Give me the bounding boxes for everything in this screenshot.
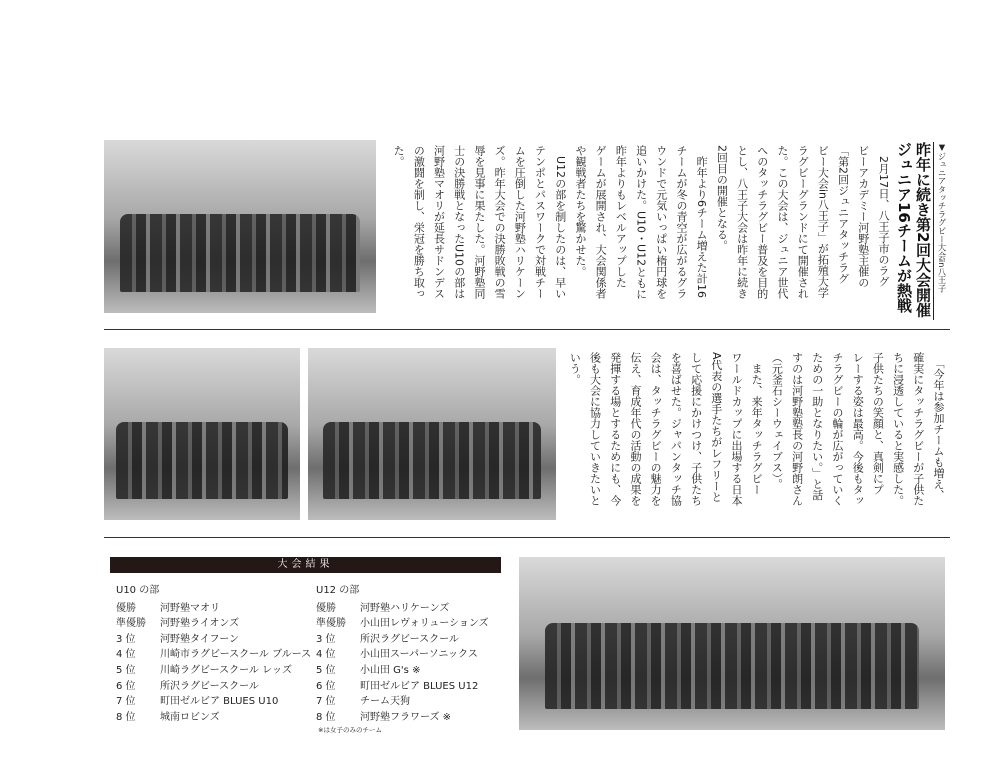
text-column: 昨年よりもレベルアップした xyxy=(614,145,628,288)
text-column: ゲームが展開され、大会関係者 xyxy=(594,145,608,299)
photo-u10-team xyxy=(104,348,300,520)
result-row xyxy=(316,616,489,632)
team-name: 所沢ラグビースクール xyxy=(160,680,259,692)
text-column: の激闘を制し、栄冠を勝ち取っ xyxy=(412,145,426,299)
text-column: ズ。昨年大会での決勝敗戦の雪 xyxy=(493,145,507,299)
text-column: 追いかけた。U10・U12ともに xyxy=(634,145,648,300)
rank: 3 位 xyxy=(316,633,336,645)
divider-middle xyxy=(104,537,950,538)
article-body-top xyxy=(388,145,893,323)
result-row xyxy=(316,679,489,695)
text-column: チームが冬の青空が広がるグラ xyxy=(674,145,688,299)
headline-line: ジュニア16チームが熱戦 xyxy=(895,142,913,313)
text-column: 発揮する場とするためにも、今 xyxy=(608,352,622,506)
text-column: や観戦者たちを驚かせた。 xyxy=(573,145,587,277)
rank: 8 位 xyxy=(316,711,336,723)
result-row xyxy=(116,616,311,632)
text-column: 「第2回ジュニアタッチラグ xyxy=(836,145,850,284)
rank: 6 位 xyxy=(316,680,336,692)
team-name: 河野塾ハリケーンズ xyxy=(360,602,450,614)
text-column: へのタッチラグビー普及を目的 xyxy=(755,145,769,299)
team-name: 河野塾ライオンズ xyxy=(160,618,240,630)
text-column: ちに浸透していると実感した。 xyxy=(891,352,905,506)
result-row xyxy=(316,663,489,679)
text-column: ビー大会in八王子」が拓殖大学 xyxy=(816,145,830,299)
text-column: レーする姿は最高。今後もタッ xyxy=(851,352,865,506)
rank: 準優勝 xyxy=(316,618,346,630)
result-row xyxy=(116,601,311,617)
text-column: （元釜石シーウェイブス）。 xyxy=(770,352,784,490)
divider-top xyxy=(104,329,950,330)
text-column: A代表の選手たちがレフリーと xyxy=(709,352,723,503)
photo-group xyxy=(519,557,945,730)
team-name: チーム天狗 xyxy=(360,696,410,708)
text-column: U12の部を制したのは、早い xyxy=(553,145,567,300)
results-banner: 大会結果 xyxy=(110,557,501,573)
team-name: 河野塾フラワーズ ※ xyxy=(360,711,452,723)
result-row xyxy=(316,710,489,726)
rank: 5 位 xyxy=(316,664,336,676)
text-column: 2月17日、八王子市のラグ xyxy=(877,145,890,287)
rank: 6 位 xyxy=(116,680,136,692)
team-name: 小山田 G's ※ xyxy=(360,664,421,676)
team-name: 河野塾マオリ xyxy=(160,602,220,614)
text-column: た。この大会は、ジュニア世代 xyxy=(775,145,789,299)
text-column: チラグビーの輪が広がっていく xyxy=(830,352,844,506)
text-column: また、来年タッチラグビー xyxy=(750,352,764,495)
rank: 優勝 xyxy=(116,602,136,614)
team-name: 川崎ラグビースクール レッズ xyxy=(160,664,292,676)
rank: 4 位 xyxy=(116,649,136,661)
text-column: を喜ばせた。ジャパンタッチ協 xyxy=(669,352,683,506)
team-name: 城南ロビンズ xyxy=(160,711,220,723)
article-kicker xyxy=(933,142,948,320)
photo-match-action xyxy=(104,140,376,313)
rank: 4 位 xyxy=(316,649,336,661)
text-column: 会は、タッチラグビーの魅力を xyxy=(649,352,663,506)
text-column: ワールドカップに出場する日本 xyxy=(729,352,743,506)
division-title: U10 の部 xyxy=(116,585,160,596)
results-u12 xyxy=(316,583,489,735)
rank: 8 位 xyxy=(116,711,136,723)
text-column: すのは河野塾塾長の河野朗さん xyxy=(790,352,804,506)
text-column: ラグビーグランドにて開催され xyxy=(796,145,810,299)
result-row xyxy=(116,694,311,710)
text-column: いう。 xyxy=(568,352,582,385)
rank: 7 位 xyxy=(116,696,136,708)
text-column: 士の決勝戦となったU10の部は xyxy=(452,145,466,300)
rank: 準優勝 xyxy=(116,618,146,630)
rank: 5 位 xyxy=(116,664,136,676)
result-row xyxy=(116,663,311,679)
text-column: た。 xyxy=(392,145,406,167)
text-column: 昨年より6チーム増えた計16 xyxy=(695,145,709,298)
rank: 3 位 xyxy=(116,633,136,645)
rank: 優勝 xyxy=(316,602,336,614)
team-name: 町田ゼルビア BLUES U10 xyxy=(160,696,279,708)
text-column: 2回目の開催となる。 xyxy=(715,145,729,251)
text-column: 「今年は参加チームも増え、 xyxy=(932,352,945,501)
result-row xyxy=(116,679,311,695)
team-name: 所沢ラグビースクール xyxy=(360,633,459,645)
article-body-bottom xyxy=(564,352,948,530)
result-row xyxy=(316,632,489,648)
text-column: 河野塾マオリが延長サドンデス xyxy=(432,145,446,299)
result-row xyxy=(116,647,311,663)
team-name: 河野塾タイフーン xyxy=(160,633,239,645)
article-headline xyxy=(894,142,932,320)
results-note: ※は女子のみのチーム xyxy=(318,726,382,735)
text-column: ムを圧倒した河野塾ハリケーン xyxy=(513,145,527,299)
text-column: テンポとパスワークで対戦チー xyxy=(533,145,547,299)
text-column: して応援にかけつけ、子供たち xyxy=(689,352,703,506)
result-row xyxy=(316,694,489,710)
text-column: ビーアカデミー河野塾主催の xyxy=(856,145,870,288)
text-column: ウンドで元気いっぱい楕円球を xyxy=(654,145,668,299)
team-name: 町田ゼルビア BLUES U12 xyxy=(360,680,479,692)
text-column: ための一助となりたい。」と話 xyxy=(810,352,824,501)
text-column: 確実にタッチラグビーが子供た xyxy=(911,352,925,506)
division-title: U12 の部 xyxy=(316,585,360,596)
photo-u12-team xyxy=(308,348,556,520)
result-row xyxy=(116,632,311,648)
text-column: 伝え、育成年代の活動の成果を xyxy=(628,352,642,506)
result-row xyxy=(316,601,489,617)
result-row xyxy=(116,710,311,726)
result-row xyxy=(316,647,489,663)
kicker-text: ▼ジュニアタッチラグビー大会in八王子 xyxy=(937,142,947,293)
team-name: 小山田レヴォリューションズ xyxy=(360,618,489,630)
team-name: 川崎市ラグビースクール ブルース xyxy=(160,649,312,661)
text-column: 子供たちの笑顔と、真剣にプ xyxy=(871,352,885,495)
text-column: 後も大会に協力していきたいと xyxy=(588,352,602,506)
text-column: とし、八王子大会は昨年に続き xyxy=(735,145,749,299)
team-name: 小山田スーパーソニックス xyxy=(360,649,478,661)
results-u10 xyxy=(116,583,311,725)
headline-line: 昨年に続き第2回大会開催 xyxy=(914,142,932,318)
rank: 7 位 xyxy=(316,696,336,708)
text-column: 辱を見事に果たした。河野塾同 xyxy=(472,145,486,299)
